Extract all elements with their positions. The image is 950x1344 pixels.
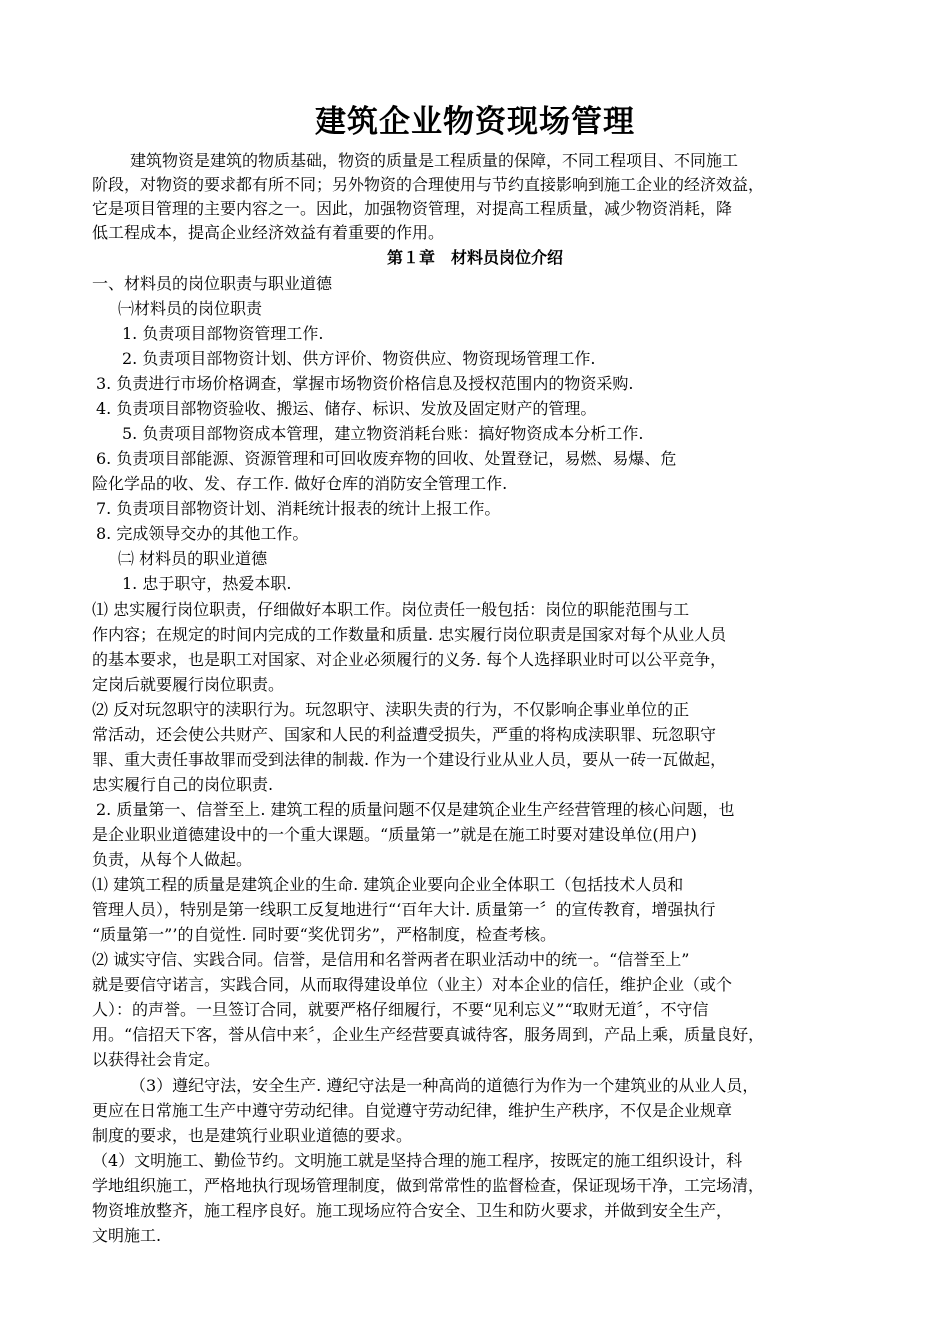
para-2-line-3: 罪、重大责任事故罪而受到法律的制裁. 作为一个建设行业从业人员，要从一砖一瓦做起， (92, 750, 727, 769)
duty-item-5: 5. 负责项目部物资成本管理，建立物资消耗台账：搞好物资成本分析工作. (122, 424, 644, 443)
para-6-line-4: 文明施工. (92, 1226, 162, 1245)
duty-item-1: 1. 负责项目部物资管理工作. (122, 324, 324, 343)
para-4-line-1: ⑵ 诚实守信、实践合同。信誉，是信用和名誉两者在职业活动中的统一。“信誉至上” (92, 950, 690, 969)
duty-item-6-line-1: 6. 负责项目部能源、资源管理和可回收废弃物的回收、处置登记，易燃、易爆、危 (96, 449, 677, 468)
duty-item-3: 3. 负责进行市场价格调查，掌握市场物资价格信息及授权范围内的物资采购. (96, 374, 634, 393)
ethics-item-1: 1. 忠于职守，热爱本职. (122, 574, 292, 593)
subsection-ethics-heading: ㈡ 材料员的职业道德 (118, 549, 268, 568)
para-1-line-3: 的基本要求，也是职工对国家、对企业必须履行的义务. 每个人选择职业时可以公平竞争， (92, 650, 727, 669)
para-2-line-2: 常活动，还会使公共财产、国家和人民的利益遭受损失，严重的将构成渎职罪、玩忽职守 (92, 725, 717, 744)
section-heading: 一、材料员的岗位职责与职业道德 (92, 274, 333, 293)
para-1-line-4: 定岗后就要履行岗位职责。 (92, 675, 285, 694)
subsection-duties-heading: ㈠材料员的岗位职责 (118, 299, 263, 318)
para-4-line-5: 以获得社会肯定。 (92, 1050, 221, 1069)
duty-item-4: 4. 负责项目部物资验收、搬运、储存、标识、发放及固定财产的管理。 (96, 399, 597, 418)
duty-item-7: 7. 负责项目部物资计划、消耗统计报表的统计上报工作。 (96, 499, 501, 518)
para-3-line-2: 管理人员），特别是第一线职工反复地进行“‘百年大计. 质量第一〞的宣传教育，增强执行 (92, 900, 716, 919)
intro-line-3: 它是项目管理的主要内容之一。因此，加强物资管理，对提高工程质量，减少物资消耗，降 (92, 199, 733, 218)
ethics-item-2-line-2: 是企业职业道德建设中的一个重大课题。“质量第一”就是在施工时要对建设单位(用户) (92, 825, 697, 844)
duty-item-6-line-2: 险化学品的收、发、存工作. 做好仓库的消防安全管理工作. (92, 474, 508, 493)
duty-item-2: 2. 负责项目部物资计划、供方评价、物资供应、物资现场管理工作. (122, 349, 596, 368)
document-title: 建筑企业物资现场管理 (315, 104, 635, 140)
para-6-line-1: （4）文明施工、勤俭节约。文明施工就是坚持合理的施工程序，按既定的施工组织设计，科 (92, 1151, 743, 1170)
para-2-line-4: 忠实履行自己的岗位职责. (92, 775, 274, 794)
intro-line-4: 低工程成本，提高企业经济效益有着重要的作用。 (92, 223, 445, 242)
chapter-heading: 第１章 材料员岗位介绍 (386, 248, 563, 267)
intro-line-1: 建筑物资是建筑的物质基础，物资的质量是工程质量的保障，不同工程项目、不同施工 (130, 151, 739, 170)
ethics-item-2-line-3: 负责，从每个人做起。 (92, 850, 253, 869)
duty-item-8: 8. 完成领导交办的其他工作。 (96, 524, 309, 543)
para-1-line-2: 作内容；在规定的时间内完成的工作数量和质量. 忠实履行岗位职责是国家对每个从业人员 (92, 625, 727, 644)
para-4-line-4: 用。“信招天下客，誉从信中来〞，企业生产经营要真诚待客，服务周到，产品上乘，质量良好， (92, 1025, 765, 1044)
para-2-line-1: ⑵ 反对玩忽职守的渎职行为。玩忽职守、渎职失责的行为，不仅影响企事业单位的正 (92, 700, 690, 719)
para-5-line-2: 更应在日常施工生产中遵守劳动纪律。自觉遵守劳动纪律，维护生产秩序，不仅是企业规章 (92, 1101, 733, 1120)
para-3-line-1: ⑴ 建筑工程的质量是建筑企业的生命. 建筑企业要向企业全体职工（包括技术人员和 (92, 875, 684, 894)
para-6-line-3: 物资堆放整齐，施工程序良好。施工现场应符合安全、卫生和防火要求，并做到安全生产， (92, 1201, 733, 1220)
intro-line-2: 阶段，对物资的要求都有所不同；另外物资的合理使用与节约直接影响到施工企业的经济效益， (92, 175, 765, 194)
para-6-line-2: 学地组织施工，严格地执行现场管理制度，做到常常性的监督检查，保证现场干净，工完场清， (92, 1176, 765, 1195)
para-5-line-1: （3）遵纪守法，安全生产. 遵纪守法是一种高尚的道德行为作为一个建筑业的从业人员， (130, 1076, 759, 1095)
para-5-line-3: 制度的要求，也是建筑行业职业道德的要求。 (92, 1126, 413, 1145)
para-4-line-2: 就是要信守诺言，实践合同，从而取得建设单位（业主）对本企业的信任，维护企业（或个 (92, 975, 733, 994)
para-4-line-3: 人）：的声誉。一旦签订合同，就要严格仔细履行，不要“见利忘义”“取财无道〞，不守信 (92, 1000, 709, 1019)
para-3-line-3: “质量第一”’的自觉性. 同时要“奖优罚劣”，严格制度，检查考核。 (92, 925, 556, 944)
ethics-item-2-line-1: 2. 质量第一、信誉至上. 建筑工程的质量问题不仅是建筑企业生产经营管理的核心问题，也 (96, 800, 735, 819)
para-1-line-1: ⑴ 忠实履行岗位职责，仔细做好本职工作。岗位责任一般包括：岗位的职能范围与工 (92, 600, 690, 619)
